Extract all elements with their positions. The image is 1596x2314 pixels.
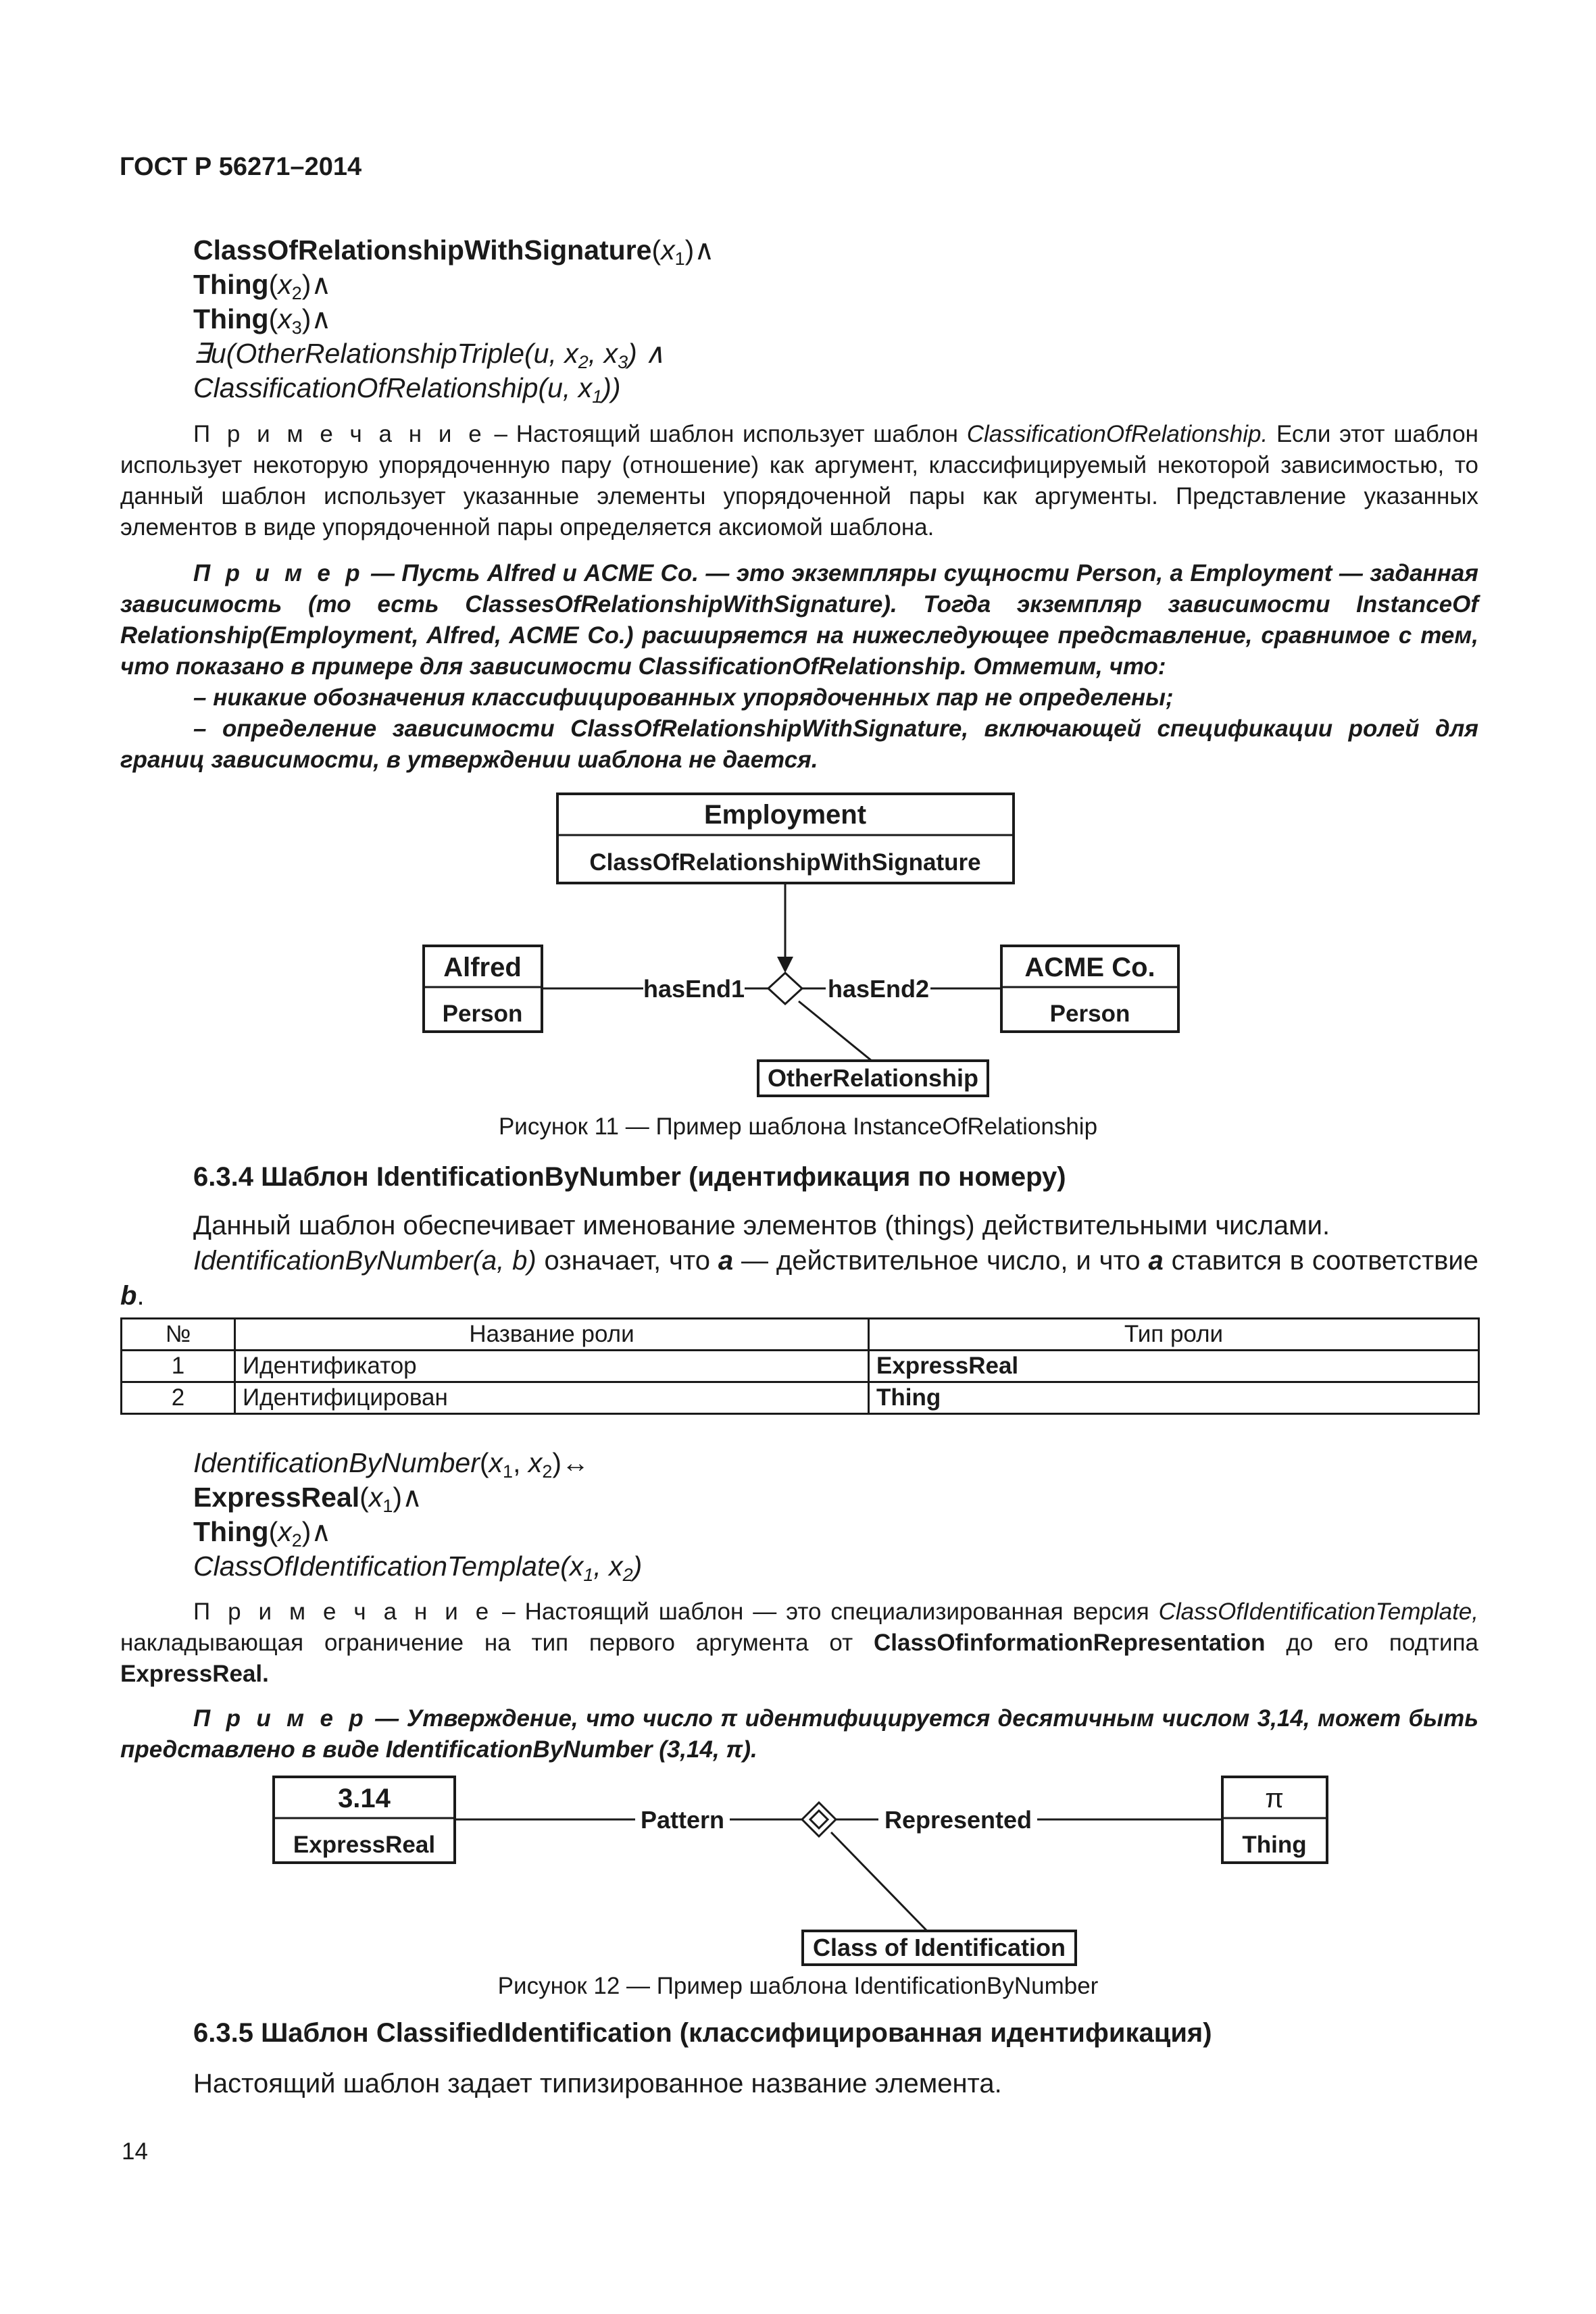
note-paragraph: П р и м е ч а н и е – Настоящий шаблон — это специализированная версия ClassOfIdentificationTemplate, накладывающая ограничение на тип первого аргумента от ClassOfinformationRepresentation до его подтипа ExpressReal. bbox=[120, 1599, 1478, 1687]
pi-box bbox=[1222, 1777, 1327, 1863]
table-header-row bbox=[122, 1319, 1479, 1351]
figure-12-diagram bbox=[0, 1770, 1596, 1973]
formula-line: ∃u(OtherRelationshipTriple(u, $x_2$, $x_3$) ∧ bbox=[193, 338, 666, 372]
formula-line: $Thing(x_3)\wedge$ bbox=[193, 303, 332, 338]
has-end2-label: hasEnd2 bbox=[827, 975, 930, 1003]
table-cell: Идентификатор bbox=[235, 1351, 869, 1382]
acme-class: Person bbox=[1049, 1001, 1130, 1027]
employment-box bbox=[557, 794, 1014, 883]
formula-line: $Thing(x_2)\wedge$ bbox=[193, 1516, 332, 1551]
table-cell: 2 bbox=[122, 1382, 235, 1414]
example-list-item: – никакие обозначения классифицированных упорядоченных пар не определены; bbox=[193, 684, 1174, 711]
alfred-name: Alfred bbox=[443, 953, 522, 982]
alfred-class: Person bbox=[442, 1001, 523, 1027]
formula-line: ClassificationOfRelationship(u, $x_1$)) bbox=[193, 372, 621, 407]
body-paragraph: IdentificationByNumber(a, b) означает, что a — действительное число, и что a ставится в соответствие b. bbox=[120, 1246, 1478, 1311]
formula-line: $IdentificationByNumber(x_1$, $x_2)\leftrightarrow$ bbox=[193, 1447, 590, 1482]
formula-line: $ExpressReal(x_1)\wedge$ bbox=[193, 1482, 423, 1516]
employment-name: Employment bbox=[703, 800, 867, 830]
has-end1-label: hasEnd1 bbox=[643, 975, 745, 1003]
section-heading: 6.3.4 Шаблон IdentificationByNumber (идентификация по номеру) bbox=[193, 1162, 1066, 1192]
acme-box bbox=[1001, 946, 1178, 1032]
example-paragraph: П р и м е р — Пусть Alfred и ACME Co. — это экземпляры сущности Person, а Employment — заданная зависимость (то есть ClassesOfRelationshipWithSignature). Тогда экземпляр зависимости InstanceOf Relationship(Employment, Alfred, ACME Co.) расширяется на нижеследующее представление, сравнимое с тем, что показано в примере для зависимости ClassificationOfRelationship. Отметим, что: bbox=[120, 560, 1478, 680]
acme-name: ACME Co. bbox=[1024, 953, 1155, 982]
edge-line bbox=[799, 1001, 872, 1061]
example-paragraph: П р и м е р — Утверждение, что число π идентифицируется десятичным числом 3,14, может быть представлено в виде IdentificationByNumber (3,14, π). bbox=[120, 1705, 1478, 1763]
pi-class: Thing bbox=[1242, 1832, 1307, 1858]
table-cell: 1 bbox=[122, 1351, 235, 1382]
table-row bbox=[122, 1351, 1479, 1382]
class-of-identification-label: Class of Identification bbox=[812, 1934, 1066, 1961]
express-real-box bbox=[274, 1777, 455, 1863]
table-cell: ExpressReal bbox=[869, 1351, 1479, 1382]
figure-11-diagram bbox=[0, 784, 1596, 1108]
pi-value: π bbox=[1265, 1784, 1284, 1813]
table-header-cell: Тип роли bbox=[869, 1319, 1479, 1351]
table-row bbox=[122, 1382, 1479, 1414]
figure-11-caption: Рисунок 11 — Пример шаблона InstanceOfRelationship bbox=[498, 1113, 1098, 1140]
other-relationship-box bbox=[758, 1061, 988, 1096]
figure-12-caption: Рисунок 12 — Пример шаблона IdentificationByNumber bbox=[497, 1973, 1099, 1999]
body-paragraph: Настоящий шаблон задает типизированное название элемента. bbox=[193, 2069, 1002, 2098]
section-heading: 6.3.5 Шаблон ClassifiedIdentification (классифицированная идентификация) bbox=[193, 2018, 1212, 2048]
document-header: ГОСТ Р 56271–2014 bbox=[120, 153, 362, 181]
identification-diamond bbox=[802, 1803, 836, 1836]
represented-label: Represented bbox=[884, 1806, 1032, 1834]
page-number: 14 bbox=[122, 2138, 148, 2165]
express-real-value: 3.14 bbox=[338, 1784, 391, 1813]
alfred-box bbox=[424, 946, 542, 1032]
roles-table bbox=[120, 1317, 1480, 1415]
express-real-class: ExpressReal bbox=[293, 1832, 436, 1858]
example-list-item: – определение зависимости ClassOfRelationshipWithSignature, включающей спецификации ролей для границ зависимости, в утверждении шаблона не дается. bbox=[120, 715, 1478, 773]
arrow-head bbox=[777, 957, 793, 973]
table-cell: Thing bbox=[869, 1382, 1479, 1414]
employment-class: ClassOfRelationshipWithSignature bbox=[589, 849, 981, 876]
table-cell: Идентифицирован bbox=[235, 1382, 869, 1414]
edge-line bbox=[831, 1832, 927, 1931]
body-paragraph: Данный шаблон обеспечивает именование элементов (things) действительными числами. bbox=[193, 1211, 1330, 1240]
other-relationship-label: OtherRelationship bbox=[767, 1064, 979, 1092]
formula-line: $ClassOfRelationshipWithSignature(x_1)\wedge$ bbox=[193, 234, 715, 269]
table-header-cell: Название роли bbox=[235, 1319, 869, 1351]
relationship-diamond bbox=[768, 973, 802, 1004]
note-paragraph: П р и м е ч а н и е – Настоящий шаблон использует шаблон ClassificationOfRelationship. Если этот шаблон использует некоторую упорядоченную пару (отношение) как аргумент, классифицируемый некоторой зависимостью, то данный шаблон использует указанные элементы упорядоченной пары как аргументы. Представление указанных элементов в виде упорядоченной пары определяется аксиомой шаблона. bbox=[120, 421, 1478, 540]
class-of-identification-box bbox=[803, 1931, 1076, 1965]
formula-line: $Thing(x_2)\wedge$ bbox=[193, 269, 332, 303]
pattern-label: Pattern bbox=[640, 1806, 725, 1834]
table-header-cell: № bbox=[122, 1319, 235, 1351]
formula-line: $ClassOfIdentificationTemplate(x_1$, $x_2$) bbox=[193, 1551, 643, 1585]
